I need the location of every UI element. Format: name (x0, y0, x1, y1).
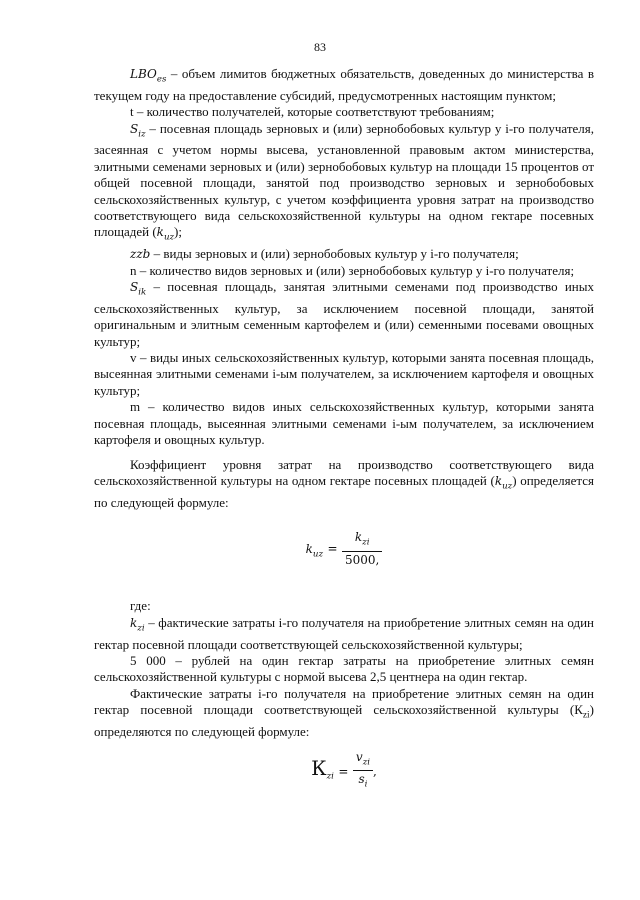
formula-kzi-fraction: $\frac{v_{zi}}{s_i}$ (353, 749, 373, 794)
paragraph-zzb: zzb – виды зерновых и (или) зернобобовых культур у i-го получателя; (130, 246, 519, 262)
paragraph-sik: $S_{ik}$ – посевная площадь, занятая элитными семенами под производство иных сельскохозяйственных культур, за исключением посевной площади, занятой оригинальным и элитным семенным картофелем и (или) семенными посевами овощных культур; (94, 279, 594, 349)
symbol-siz: $S_{iz}$ (130, 121, 146, 139)
paragraph-v: v – виды иных сельскохозяйственных культур, которыми занята посевная площадь, высеянная элитными семенами i-ым получателем, за исключением картофеля и овощных культур; (94, 350, 594, 398)
formula-kuz-fraction: $\frac{k_{zi}}{5000,}$ (342, 529, 382, 568)
paragraph-kzi: $k_{zi}$ – фактические затраты i-го получателя на приобретение элитных семян на один гектар посевной площади соответствующей сельскохозяйственной культуры; (94, 614, 594, 652)
symbol-zzb: zzb (130, 247, 151, 262)
formula-kzi-lhs: $К_{zi}$ (311, 755, 334, 782)
paragraph-coefficient: Коэффициент уровня затрат на производство соответствующего вида сельскохозяйственной культуры на одном гектаре посевных площадей $(k_{uz})$ определяется по следующей формуле: (94, 456, 594, 510)
document-body (94, 66, 594, 793)
formula-kuz-lhs: $k_{uz}$ (305, 541, 324, 560)
formula-kzi: $К_{zi}$ = $\frac{v_{zi}}{s_i}$ , (94, 749, 594, 794)
symbol-kuz-2: $k_{uz}$ (494, 473, 513, 492)
symbol-kzi: $k_{zi}$ (130, 615, 145, 634)
paragraph-m: m – количество видов иных сельскохозяйственных культур, которыми занята посевная площадь, высеянная элитными семенами i-ым получателем, за исключением картофеля и овощных культур. (94, 399, 594, 448)
paragraph-n: n – количество видов зерновых и (или) зернобобовых культур у i-го получателя; (130, 262, 575, 278)
where-label: где: (130, 598, 151, 614)
symbol-sik: $S_{ik}$ (130, 280, 147, 298)
symbol-lbo: $LBO_{es}$ (130, 67, 167, 85)
paragraph-lbo: $LBO_{es}$ – объем лимитов бюджетных обязательств, доведенных до министерства в текущем году на предоставление субсидий, предусмотренных настоящим пунктом; (94, 66, 594, 103)
paragraph-siz: $S_{iz}$ – посевная площадь зерновых и (или) зернобобовых культур у i-го получателя, засеянная с учетом нормы высева, установленной правовым актом министерства, элитными семенами зерновых и (или) зернобобовых культур на площади 15 процентов от общей посевной площади, занятой под производство зерновых и зернобобовых сельскохозяйственных культур, с учетом коэффициента уровня затрат на производство соответствующего вида сельскохозяйственной культуры на одном гектаре посевных площадей $(k_{uz})$; (94, 120, 594, 243)
paragraph-actual-costs: Фактические затраты i-го получателя на приобретение элитных семян на один гектар посевной площади соответствующей сельскохозяйственной культуры $(К_{zi})$ определяются по следующей формуле: (94, 685, 594, 740)
page-number: 83 (314, 40, 326, 54)
paragraph-5000: 5 000 – рублей на один гектар затраты на приобретение элитных семян сельскохозяйственной культуры с нормой высева 2,5 центнера на один гектар. (94, 652, 594, 685)
paragraph-t: t – количество получателей, которые соответствуют требованиям; (130, 104, 495, 120)
symbol-kuz: $k_{uz}$ (156, 225, 175, 243)
formula-kuz: $k_{uz}$ = $\frac{k_{zi}}{5000,}$ (94, 529, 594, 568)
